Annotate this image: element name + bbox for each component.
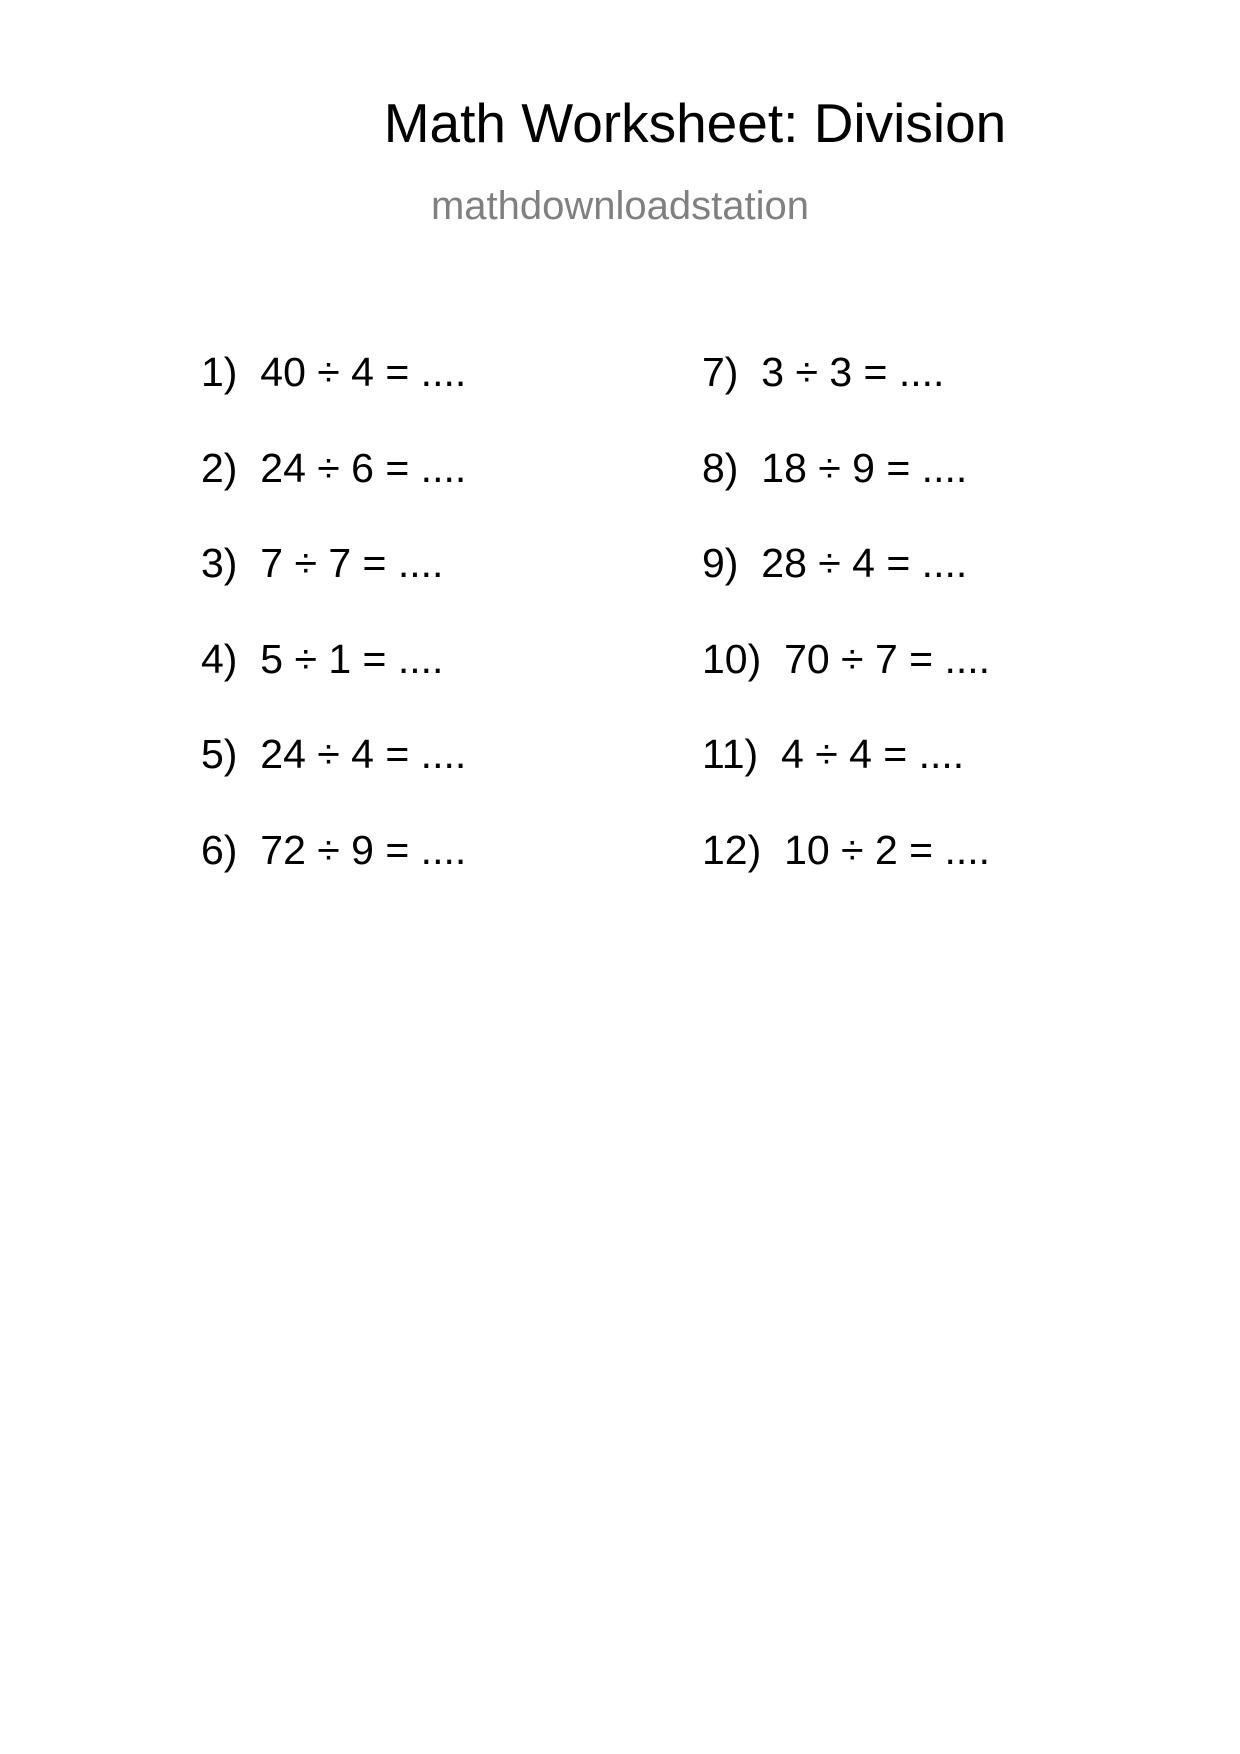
problem-item [702, 540, 990, 639]
problem-expression: 70 ÷ 7 = .... [784, 635, 991, 682]
problem-expression: 4 ÷ 4 = .... [781, 731, 965, 777]
problem-expression: 72 ÷ 9 = .... [260, 826, 467, 873]
problem-number: 1) [201, 349, 238, 395]
problem-item [702, 635, 991, 735]
problem-number: 11) [702, 731, 759, 777]
page-title: Math Worksheet: Division [383, 92, 1007, 154]
problem-item [702, 826, 991, 926]
problem-expression: 10 ÷ 2 = .... [784, 826, 991, 873]
problem-item [702, 731, 990, 830]
problem-expression: 18 ÷ 9 = .... [761, 444, 968, 491]
problem-item [201, 826, 467, 926]
problem-number: 5) [201, 731, 238, 777]
problem-item [201, 635, 466, 735]
problem-expression: 3 ÷ 3 = .... [761, 349, 945, 395]
problem-expression: 24 ÷ 4 = .... [260, 731, 467, 777]
problem-item [201, 540, 466, 639]
page-subtitle: mathdownloadstation [430, 184, 810, 228]
problem-number: 8) [702, 444, 739, 491]
problem-number: 7) [702, 349, 739, 395]
problem-item [201, 444, 467, 544]
problem-expression: 28 ÷ 4 = .... [761, 540, 968, 586]
problem-item [702, 349, 990, 448]
problem-number: 10) [702, 635, 762, 682]
problem-number: 9) [702, 540, 739, 586]
problem-expression: 5 ÷ 1 = .... [260, 635, 444, 682]
problem-expression: 24 ÷ 6 = .... [260, 444, 467, 491]
problem-expression: 7 ÷ 7 = .... [260, 540, 444, 586]
problem-item [201, 349, 467, 448]
problem-expression: 40 ÷ 4 = .... [260, 349, 467, 395]
problem-number: 12) [702, 826, 762, 873]
problem-number: 2) [201, 444, 238, 491]
problem-item [201, 731, 467, 830]
problem-number: 3) [201, 540, 238, 586]
problems-left-column [201, 349, 467, 925]
problem-item [702, 444, 990, 544]
problems-right-column [702, 349, 991, 925]
problem-number: 6) [201, 826, 238, 873]
problem-number: 4) [201, 635, 238, 682]
